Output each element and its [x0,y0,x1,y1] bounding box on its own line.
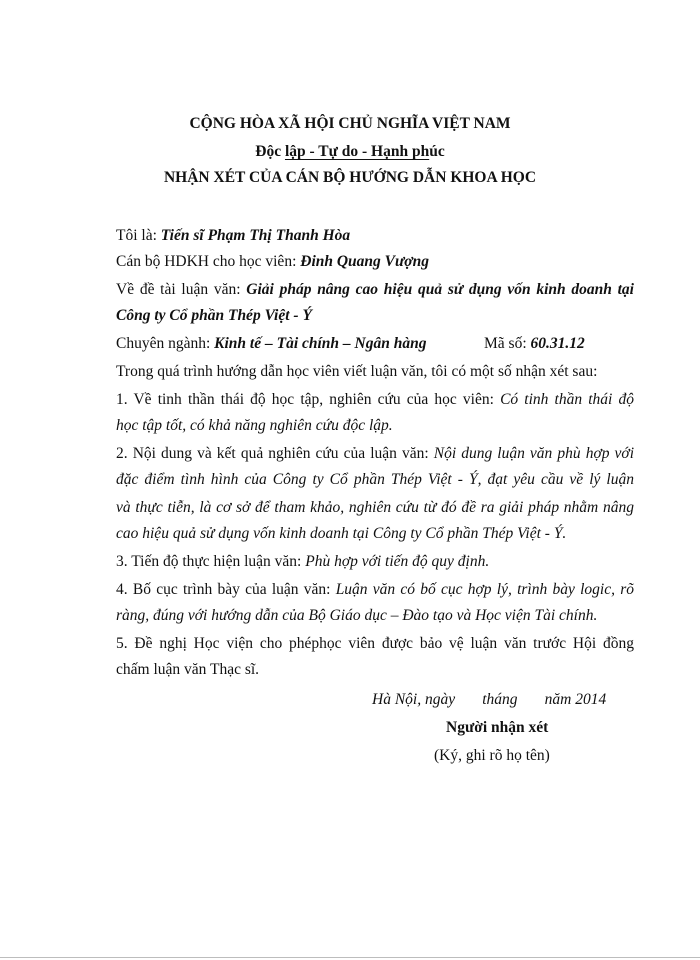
topic-label: Về đề tài luận văn: [116,281,247,298]
item1-value-1: Có tinh thần thái độ [500,391,635,408]
major-line [116,334,426,354]
page-bottom-edge [0,957,700,958]
item2-value-4: cao hiệu quả sử dụng vốn kinh doanh tại Công ty Cổ phần Thép Việt - Ý. [116,525,567,542]
item2-value-3: và thực tiễn, là cơ sở để tham khảo, nghiên cứu từ đó đề ra giải pháp nhằm nâng [116,499,634,516]
code-line [484,334,585,354]
item1-value-2: học tập tốt, có khả năng nghiên cứu độc lập. [116,417,393,434]
signature-instruction: (Ký, ghi rõ họ tên) [434,747,550,764]
student-line [116,252,429,272]
code-label: Mã số: [484,335,531,352]
item2-value-1: Nội dung luận văn phù hợp với [433,445,635,462]
major-value: Kinh tế – Tài chính – Ngân hàng [214,335,427,352]
item3-label: 3. Tiến độ thực hiện luận văn: [116,553,306,570]
topic-value-2: Công ty Cổ phần Thép Việt - Ý [116,307,312,324]
item4-label: 4. Bố cục trình bày của luận văn: [116,581,336,598]
signer-title: Người nhận xét [446,719,549,736]
intro-line [116,226,350,246]
document-title: NHẬN XÉT CỦA CÁN BỘ HƯỚNG DẪN KHOA HỌC [163,169,537,186]
item4-value-2: ràng, đúng với hướng dẫn của Bộ Giáo dục – Đào tạo và Học viện Tài chính. [116,607,598,624]
place-date: Hà Nội, ngày tháng năm 2014 [372,691,607,708]
item1-label: 1. Về tinh thần thái độ học tập, nghiên cứu của học viên: [116,391,501,408]
item4-line1 [116,580,634,600]
student-label: Cán bộ HDKH cho học viên: [116,253,301,270]
topic-line [116,280,634,300]
item3-line [116,552,489,572]
item3-value: Phù hợp với tiến độ quy định. [305,553,490,570]
item2-label: 2. Nội dung và kết quả nghiên cứu của luận văn: [116,445,434,462]
item2-line1 [116,444,634,464]
advisor-name: Tiến sĩ Phạm Thị Thanh Hòa [160,227,351,244]
item5-line1: 5. Đề nghị Học viện cho phéphọc viên được bảo vệ luận văn trước Hội đồng [116,635,634,652]
item4-value-1: Luận văn có bố cục hợp lý, trình bày logic, rõ [335,581,634,598]
item2-value-2: đặc điểm tình hình của Công ty Cổ phần Thép Việt - Ý, đạt yêu cầu về lý luận [116,471,634,488]
item5-line2: chấm luận văn Thạc sĩ. [116,661,260,678]
intro-label: Tôi là: [116,227,161,244]
country-heading: CỘNG HÒA XÃ HỘI CHỦ NGHĨA VIỆT NAM [189,115,511,132]
motto-part3: úc [429,143,445,160]
major-label: Chuyên ngành: [116,335,215,352]
motto-underlined: lập - Tự do - Hạnh ph [284,143,430,160]
motto [0,142,700,162]
topic-value-1: Giải pháp nâng cao hiệu quả sử dụng vốn kinh doanh tại [246,281,634,298]
item1-line1 [116,390,634,410]
motto-part1: Độc [255,143,285,160]
code-value: 60.31.12 [530,335,585,352]
student-name: Đinh Quang Vượng [300,253,429,270]
body-intro: Trong quá trình hướng dẫn học viên viết luận văn, tôi có một số nhận xét sau: [116,363,598,380]
